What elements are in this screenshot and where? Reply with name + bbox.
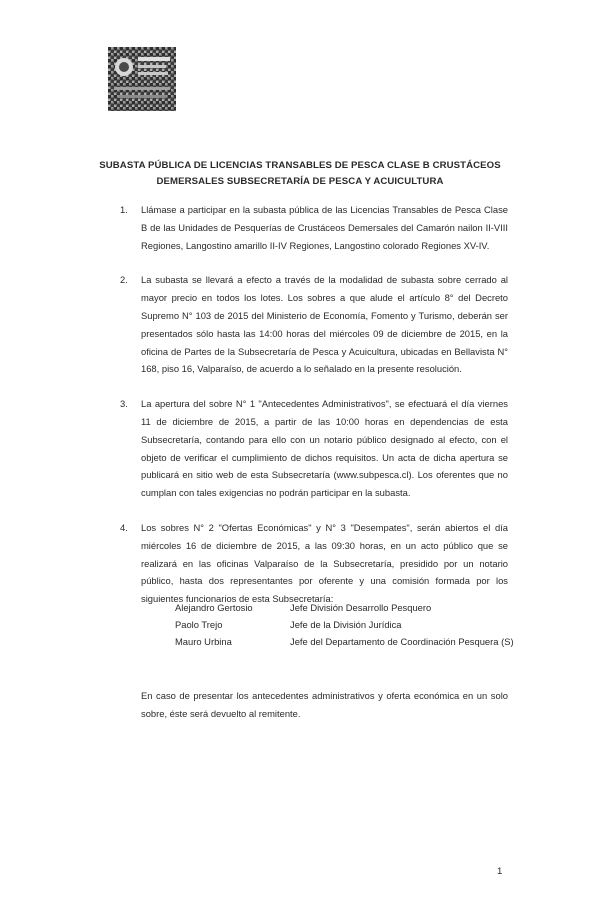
page-number: 1 bbox=[497, 866, 503, 877]
clause-number: 3. bbox=[120, 398, 128, 410]
officials-list bbox=[175, 599, 515, 651]
document-title bbox=[90, 158, 510, 190]
clause-text: La apertura del sobre N° 1 "Antecedentes Administrativos", se efectuará el día viernes 11 de diciembre de 2015, a partir de las 10:00 horas en dependencias de esta Subsecretaría, contando para ello con un notario público designado al efecto, con el objeto de verificar el cumplimiento de dichos requisitos. Un acta de dicha apertura se publicará en sitio web de esta Subsecretaría (www.subpesca.cl). Los oferentes que no cumplan con tales exigencias no podrán participar en la subasta. bbox=[141, 398, 508, 499]
numbered-clauses bbox=[120, 201, 508, 625]
official-role: Jefe de la División Jurídica bbox=[290, 619, 402, 631]
title-line-2: DEMERSALES SUBSECRETARÍA DE PESCA Y ACUICULTURA bbox=[156, 176, 444, 187]
clause-2 bbox=[120, 271, 508, 378]
official-row bbox=[175, 599, 515, 616]
official-name: Alejandro Gertosio bbox=[175, 602, 253, 613]
government-seal bbox=[108, 47, 176, 111]
title-line-1: SUBASTA PÚBLICA DE LICENCIAS TRANSABLES DE PESCA CLASE B CRUSTÁCEOS bbox=[99, 160, 501, 171]
clause-text: La subasta se llevará a efecto a través de la modalidad de subasta sobre cerrado al mayor precio en todos los lotes. Los sobres a que alude el artículo 8° del Decreto Supremo N° 103 de 2015 del Ministerio de Economía, Fomento y Turismo, deberán ser presentados sólo hasta las 14:00 horas del miércoles 09 de diciembre de 2015, en la oficina de Partes de la Subsecretaría de Pesca y Acuicultura, ubicadas en Bellavista N° 168, piso 16, Valparaíso, de acuerdo a lo señalado en la presente resolución. bbox=[141, 274, 508, 375]
official-row bbox=[175, 616, 515, 633]
official-role: Jefe del Departamento de Coordinación Pesquera (S) bbox=[290, 636, 514, 648]
clause-4 bbox=[120, 519, 508, 608]
official-name: Mauro Urbina bbox=[175, 636, 232, 648]
clause-text: Los sobres N° 2 "Ofertas Económicas" y N° 3 "Desempates", serán abiertos el día miércoles 16 de diciembre de 2015, a las 09:30 horas, en un acto público que se realizará en las oficinas Valparaíso de la Subsecretaría, presidido por un notario público, hasta dos representantes por oferente y una comisión formada por los siguientes funcionarios de esta Subsecretaría: bbox=[141, 521, 508, 605]
clause-number: 4. bbox=[120, 521, 128, 533]
official-name: Paolo Trejo bbox=[175, 619, 223, 631]
official-row bbox=[175, 633, 515, 650]
clause-number: 2. bbox=[120, 274, 128, 286]
clause-number: 1. bbox=[120, 204, 128, 215]
official-role: Jefe División Desarrollo Pesquero bbox=[290, 602, 432, 613]
clause-text: Llámase a participar en la subasta pública de las Licencias Transables de Pesca Clase B de las Unidades de Pesquerías de Crustáceos Demersales del Camarón nailon II-VIII Regiones, Langostino amarillo II-IV Regiones, Langostino colorado Regiones XV-IV. bbox=[141, 204, 508, 251]
closing-paragraph: En caso de presentar los antecedentes administrativos y oferta económica en un solo sobre, éste será devuelto al remitente. bbox=[141, 690, 508, 719]
clause-3 bbox=[120, 395, 508, 502]
clause-1 bbox=[120, 201, 508, 254]
